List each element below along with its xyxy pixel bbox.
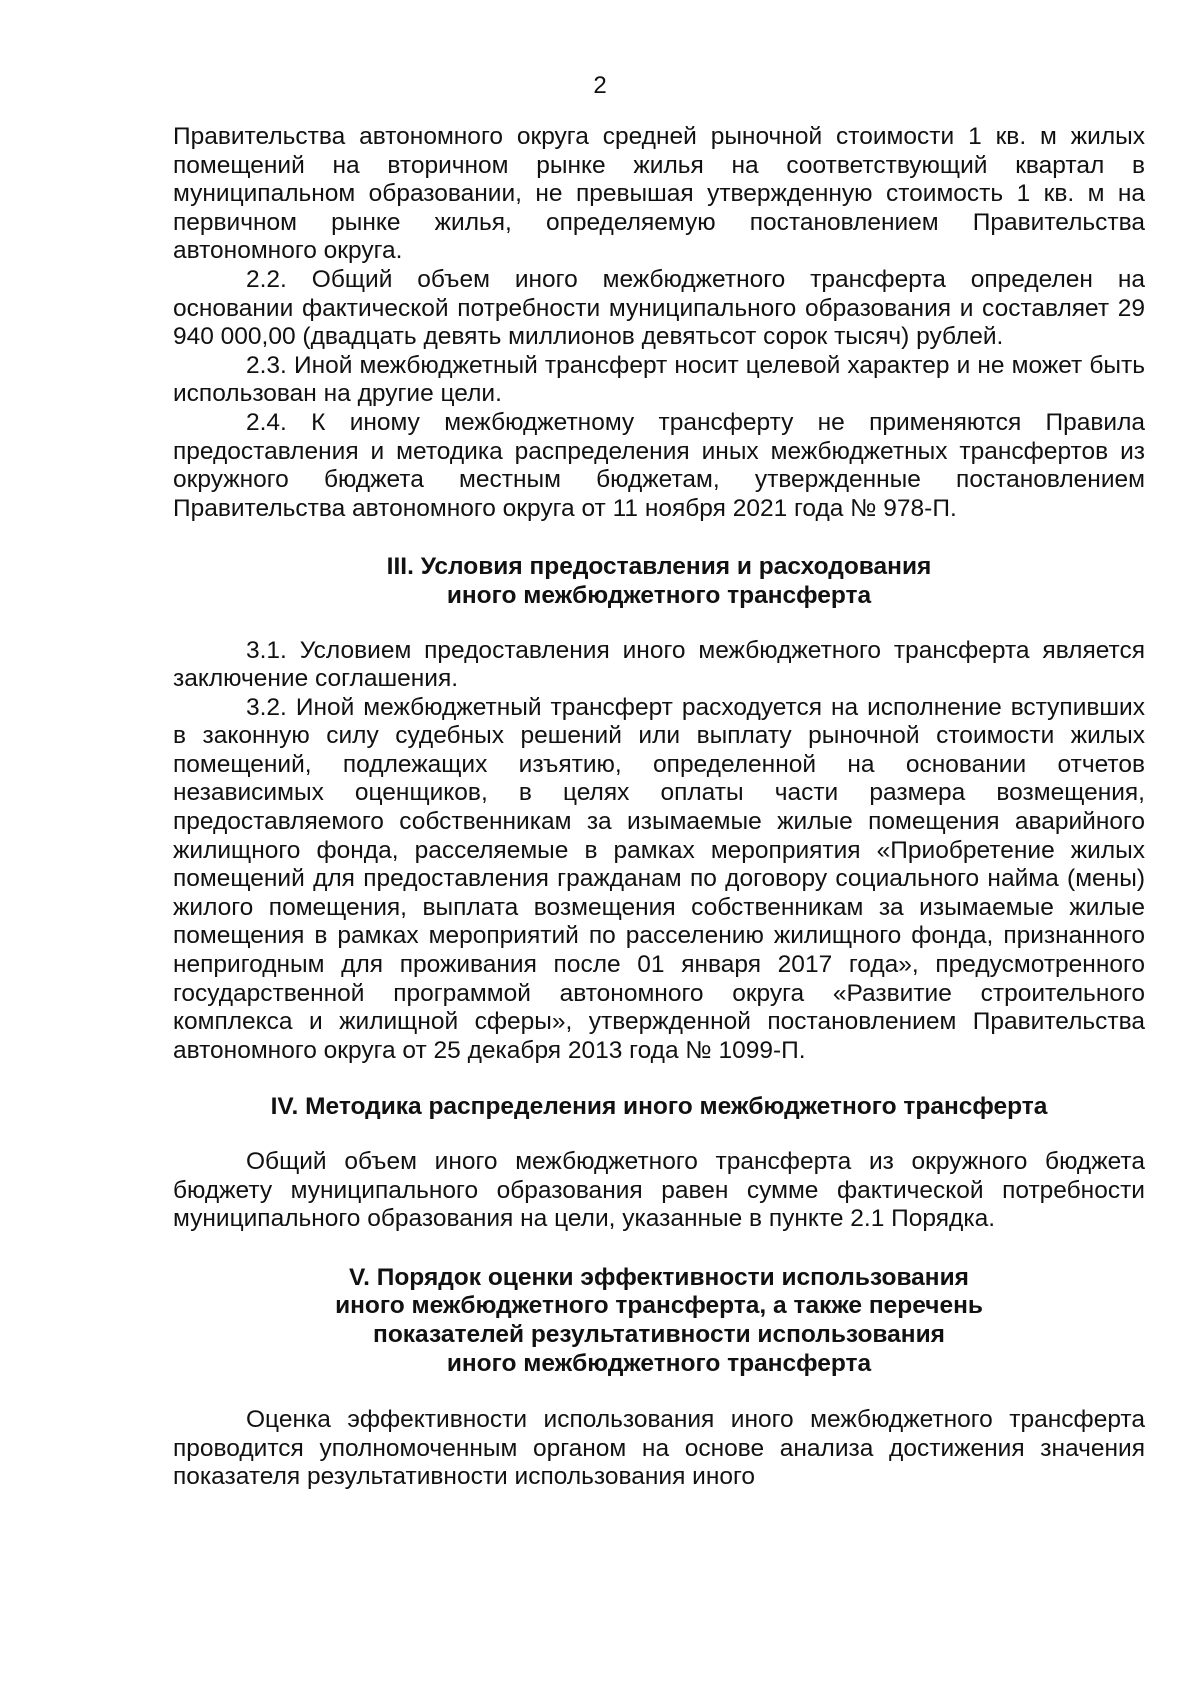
paragraph-2-4: 2.4. К иному межбюджетному трансферту не применяются Правила предоставления и методика распределения иных межбюджетных трансфертов из окружного бюджета местным бюджетам, утвержденные постановлением Правительства автономного округа от 11 ноября 2021 года № 978-П. [173, 408, 1145, 522]
section-4-heading: IV. Методика распределения иного межбюджетного трансферта [270, 1093, 1048, 1121]
section-3-heading-line-2: иного межбюджетного трансферта [446, 581, 872, 609]
paragraph-3-1: 3.1. Условием предоставления иного межбюджетного трансферта является заключение соглашения. [173, 636, 1145, 693]
section-5-heading [173, 1264, 1145, 1378]
section-5-heading-line-3: показателей результативности использования [373, 1320, 945, 1348]
section-5-heading-line-1: V. Порядок оценки эффективности использования [349, 1263, 969, 1291]
section-5-heading-line-4: иного межбюджетного трансферта [446, 1349, 872, 1377]
document-body [173, 123, 1145, 1492]
paragraph-2-3: 2.3. Иной межбюджетный трансферт носит целевой характер и не может быть использован на другие цели. [173, 351, 1145, 408]
paragraph-5-1: Оценка эффективности использования иного межбюджетного трансферта проводится уполномоченным органом на основе анализа достижения значения показателя результативности использования иного [173, 1406, 1145, 1491]
paragraph-2-2: 2.2. Общий объем иного межбюджетного трансферта определен на основании фактической потребности муниципального образования и составляет 29 940 000,00 (двадцать девять миллионов девятьсот сорок тысяч) рублей. [173, 265, 1145, 351]
page-number: 2 [593, 72, 607, 99]
paragraph-4-1: Общий объем иного межбюджетного трансферта из окружного бюджета бюджету муниципального образования равен сумме фактической потребности муниципального образования на цели, указанные в пункте 2.1 Порядка. [173, 1148, 1145, 1233]
section-5-heading-line-2: иного межбюджетного трансферта, а также перечень [335, 1292, 983, 1320]
section-3-heading [173, 553, 1145, 610]
section-3-heading-line-1: III. Условия предоставления и расходования [386, 553, 932, 581]
paragraph-continuation: Правительства автономного округа средней рыночной стоимости 1 кв. м жилых помещений на вторичном рынке жилья на соответствующий квартал в муниципальном образовании, не превышая утвержденную стоимость 1 кв. м на первичном рынке жилья, определяемую постановлением Правительства автономного округа. [173, 123, 1145, 265]
paragraph-3-2: 3.2. Иной межбюджетный трансферт расходуется на исполнение вступивших в законную силу судебных решений или выплату рыночной стоимости жилых помещений, подлежащих изъятию, определенной на основании отчетов независимых оценщиков, в целях оплаты части размера возмещения, предоставляемого собственникам за изымаемые жилые помещения аварийного жилищного фонда, расселяемые в рамках мероприятия «Приобретение жилых помещений для предоставления гражданам по договору социального найма (мены) жилого помещения, выплата возмещения собственникам за изымаемые жилые помещения в рамках мероприятий по расселению жилищного фонда, признанного непригодным для проживания после 01 января 2017 года», предусмотренного государственной программой автономного округа «Развитие строительного комплекса и жилищной сферы», утвержденной постановлением Правительства автономного округа от 25 декабря 2013 года № 1099-П. [173, 693, 1145, 1064]
